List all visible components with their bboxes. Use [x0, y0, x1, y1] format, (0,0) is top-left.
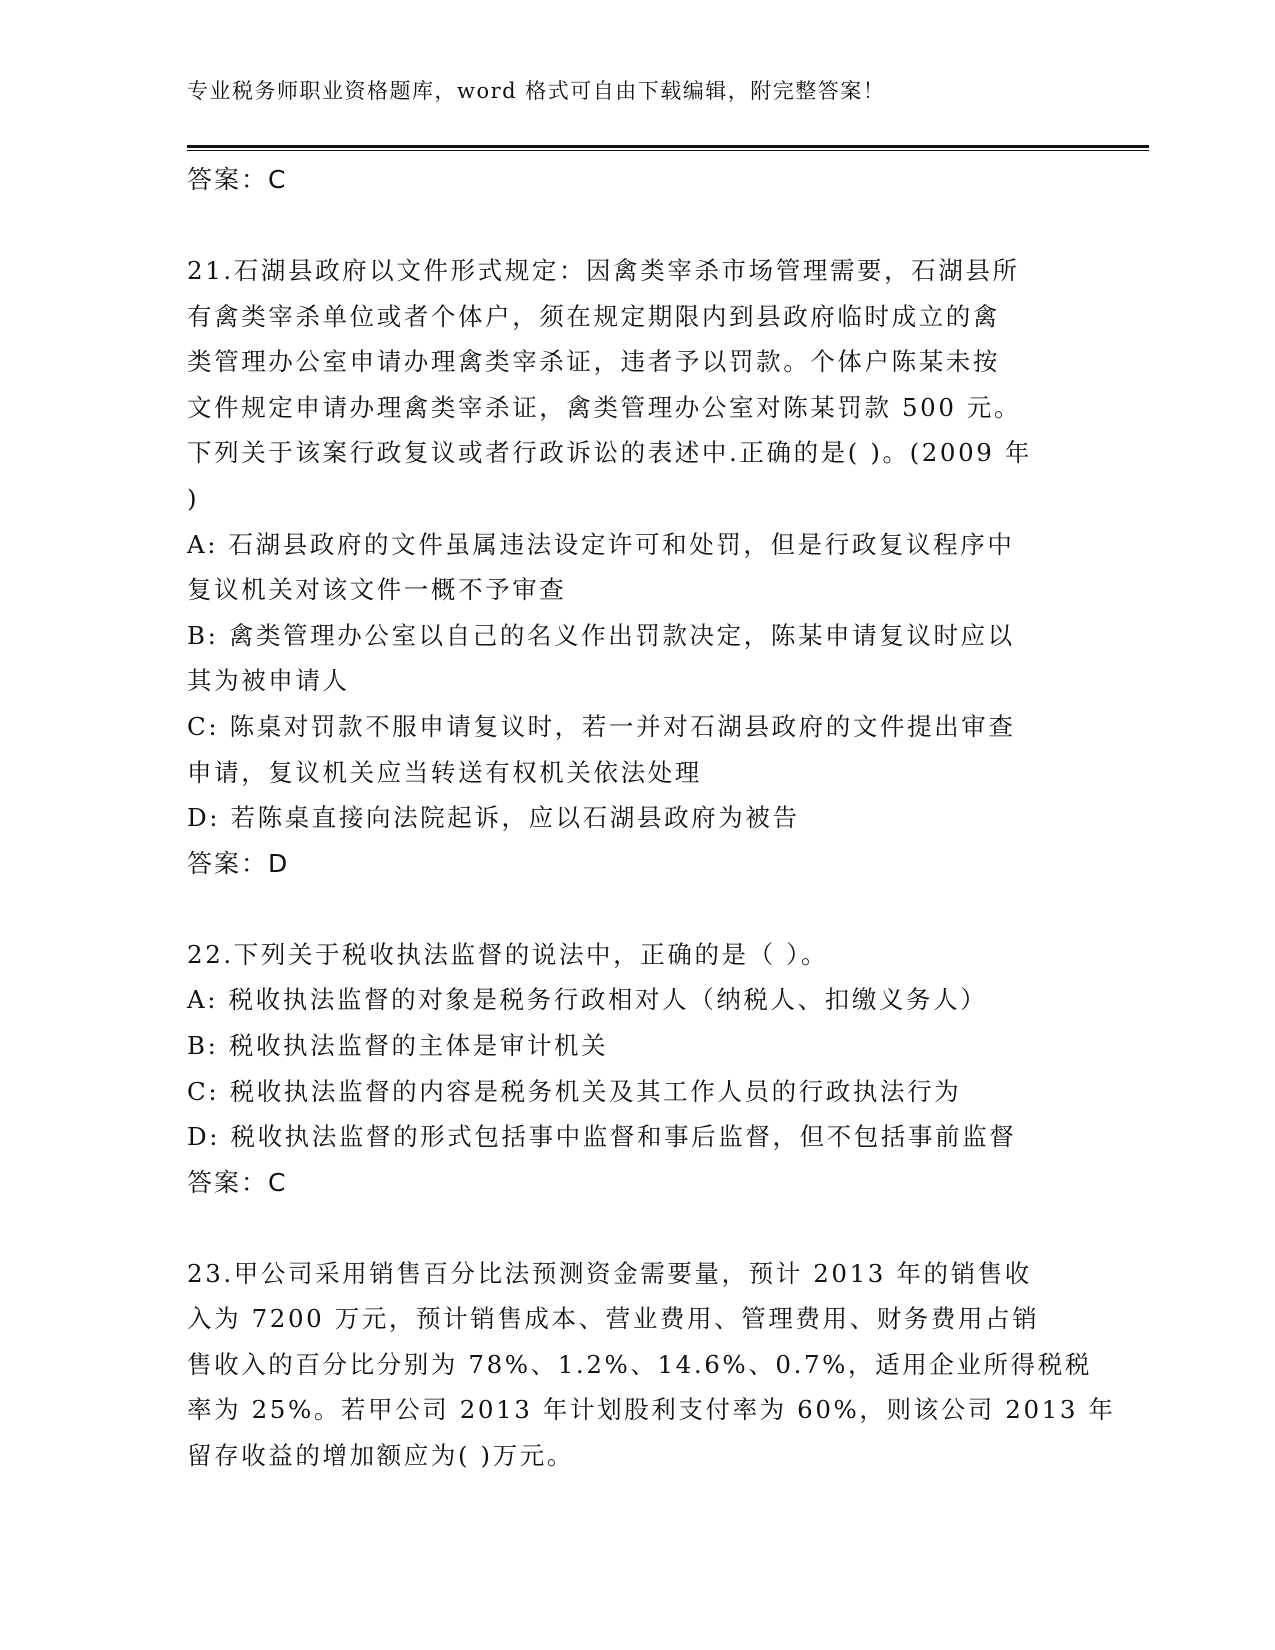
question-23	[187, 1251, 1116, 1479]
answer-label: 答案：C	[187, 165, 288, 194]
question-stem-line: 21.石湖县政府以文件形式规定：因禽类宰杀市场管理需要，石湖县所	[187, 256, 1020, 285]
spacer	[187, 203, 1087, 248]
question-22	[187, 932, 1087, 1206]
question-stem-line: 入为 7200 万元，预计销售成本、营业费用、管理费用、财务费用占销	[187, 1304, 1040, 1334]
question-stem-line: 下列关于该案行政复议或者行政诉讼的表述中.正确的是( )。(2009 年	[187, 438, 1032, 468]
option-line: A: 税收执法监督的对象是税务行政相对人（纳税人、扣缴义务人）	[187, 985, 988, 1015]
question-stem-line: 23.甲公司采用销售百分比法预测资金需要量，预计 2013 年的销售收	[187, 1258, 1032, 1288]
option-line: B: 税收执法监督的主体是审计机关	[187, 1030, 609, 1060]
option-line: C: 陈桌对罚款不服申请复议时，若一并对石湖县政府的文件提出审查	[187, 711, 1016, 741]
header-rule-thick	[187, 145, 1149, 148]
option-line: D: 税收执法监督的形式包括事中监督和事后监督，但不包括事前监督	[187, 1122, 1017, 1152]
question-stem-line: 有禽类宰杀单位或者个体户，须在规定期限内到县政府临时成立的禽	[187, 301, 1000, 331]
option-line: D: 若陈桌直接向法院起诉，应以石湖县政府为被告	[187, 803, 800, 833]
question-stem-line: 售收入的百分比分别为 78%、1.2%、14.6%、0.7%，适用企业所得税税	[187, 1349, 1092, 1379]
answer-label: 答案：C	[187, 1167, 288, 1197]
spacer	[187, 887, 1087, 932]
option-line: C: 税收执法监督的内容是税务机关及其工作人员的行政执法行为	[187, 1076, 962, 1106]
question-content	[187, 157, 1116, 1479]
question-stem-line: 留存收益的增加额应为( )万元。	[187, 1441, 575, 1471]
option-line: B: 禽类管理办公室以自己的名义作出罚款决定，陈某申请复议时应以	[187, 620, 1015, 650]
option-line: 复议机关对该文件一概不予审查	[187, 575, 567, 605]
question-21	[187, 248, 1087, 887]
question-stem-line: 22.下列关于税收执法监督的说法中，正确的是（ ）。	[187, 939, 829, 969]
spacer	[187, 1206, 1087, 1251]
question-stem-line: 文件规定申请办理禽类宰杀证，禽类管理办公室对陈某罚款 500 元。	[187, 392, 1022, 422]
page-header: 专业税务师职业资格题库，word 格式可自由下载编辑，附完整答案！	[187, 79, 886, 103]
question-stem-line: 率为 25%。若甲公司 2013 年计划股利支付率为 60%，则该公司 2013 年	[187, 1395, 1116, 1425]
question-stem-line: )	[187, 483, 200, 513]
header-rule-thin	[187, 150, 1149, 151]
option-line: 其为被申请人	[187, 666, 350, 696]
answer-label: 答案：D	[187, 848, 290, 878]
option-line: 申请，复议机关应当转送有权机关依法处理	[187, 757, 702, 787]
question-stem-line: 类管理办公室申请办理禽类宰杀证，违者予以罚款。个体户陈某未按	[187, 347, 1000, 377]
option-line: A: 石湖县政府的文件虽属违法设定许可和处罚，但是行政复议程序中	[187, 529, 1015, 559]
